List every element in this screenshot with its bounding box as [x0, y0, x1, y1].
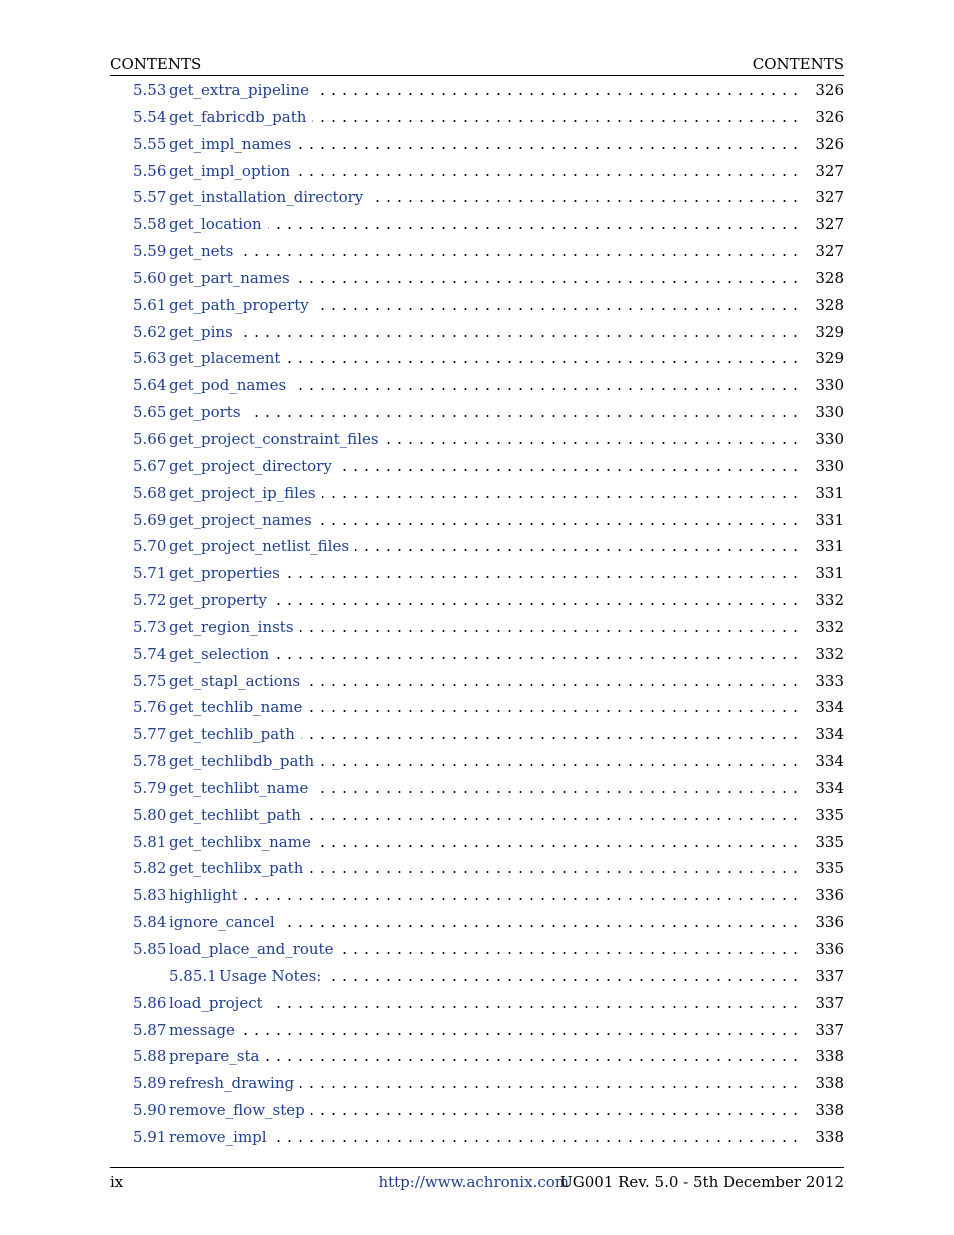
toc-dot-leader	[309, 871, 801, 873]
toc-page-number: 332	[815, 591, 844, 610]
toc-section-title[interactable]: get_location	[169, 215, 262, 234]
toc-section-title[interactable]: get_techlib_path	[169, 725, 295, 744]
toc-page-number: 334	[815, 752, 844, 771]
toc-section-number[interactable]: 5.89	[133, 1074, 167, 1093]
footer-document-info: UG001 Rev. 5.0 - 5th December 2012	[560, 1173, 844, 1191]
toc-page-number: 337	[815, 993, 844, 1012]
toc-entry[interactable]	[110, 641, 844, 668]
toc-entry[interactable]	[110, 560, 844, 587]
header-right-title: CONTENTS	[752, 55, 844, 73]
toc-entry[interactable]	[110, 158, 844, 185]
toc-section-title[interactable]: load_place_and_route	[169, 940, 334, 958]
toc-section-number[interactable]: 5.74	[133, 644, 167, 663]
toc-section-title[interactable]: get_placement	[169, 349, 281, 368]
toc-section-number[interactable]: 5.91	[133, 1127, 167, 1146]
toc-entry[interactable]	[110, 775, 844, 802]
toc-section-number[interactable]: 5.79	[133, 778, 167, 797]
toc-dot-leader	[244, 898, 801, 900]
toc-page-number: 335	[815, 805, 844, 824]
toc-dot-leader	[339, 952, 801, 954]
toc-entry[interactable]	[110, 507, 844, 534]
toc-entry[interactable]	[110, 909, 844, 936]
toc-section-number[interactable]: 5.69	[133, 510, 167, 529]
toc-page-number: 330	[815, 403, 844, 422]
header-left-title: CONTENTS	[110, 55, 202, 73]
toc-section-number[interactable]: 5.56	[133, 161, 167, 180]
toc-entry[interactable]	[110, 453, 844, 480]
toc-entry[interactable]	[110, 1097, 844, 1124]
toc-page-number: 328	[815, 295, 844, 314]
toc-entry[interactable]	[110, 184, 844, 211]
toc-section-title[interactable]: highlight	[169, 886, 238, 905]
toc-entry[interactable]	[110, 265, 844, 292]
toc-dot-leader	[273, 603, 801, 605]
toc-dot-leader	[318, 523, 801, 525]
toc-entry[interactable]	[110, 292, 844, 319]
toc-entry[interactable]	[110, 1043, 844, 1070]
toc-section-title[interactable]: get_project_constraint_files	[169, 429, 379, 448]
toc-section-number[interactable]: 5.70	[133, 537, 167, 556]
toc-section-title[interactable]: get_impl_option	[169, 161, 291, 180]
toc-section-number[interactable]: 5.71	[133, 564, 167, 583]
toc-section-title[interactable]: get_impl_names	[169, 134, 292, 153]
toc-dot-leader	[247, 415, 801, 417]
toc-section-title[interactable]: get_stapl_actions	[169, 671, 301, 690]
toc-entry[interactable]	[110, 668, 844, 695]
toc-section-number[interactable]: 5.58	[133, 215, 167, 234]
toc-dot-leader	[315, 308, 801, 310]
toc-section-number[interactable]: 5.77	[133, 725, 167, 744]
toc-section-title[interactable]: get_techlibx_name	[169, 832, 311, 851]
toc-section-number[interactable]: 5.82	[133, 859, 167, 878]
toc-page-number: 338	[815, 1127, 844, 1146]
toc-entry[interactable]	[110, 1017, 844, 1044]
toc-section-title[interactable]: remove_impl	[169, 1127, 267, 1146]
toc-section-number[interactable]: 5.64	[133, 376, 167, 395]
toc-section-number[interactable]: 5.73	[133, 617, 167, 636]
toc-entry[interactable]	[110, 614, 844, 641]
toc-dot-leader	[296, 174, 801, 176]
toc-section-title[interactable]: get_project_directory	[169, 456, 332, 475]
toc-section-number[interactable]: 5.67	[133, 456, 167, 475]
toc-dot-leader	[239, 254, 801, 256]
toc-entry[interactable]	[110, 345, 844, 372]
toc-dot-leader	[338, 469, 801, 471]
toc-page-number: 331	[815, 564, 844, 583]
toc-page-number: 334	[815, 725, 844, 744]
toc-entry[interactable]	[110, 211, 844, 238]
toc-dot-leader	[286, 576, 801, 578]
toc-dot-leader	[322, 496, 801, 498]
toc-entry[interactable]	[110, 990, 844, 1017]
toc-section-title[interactable]: load_project	[169, 993, 263, 1012]
toc-entry[interactable]	[110, 1070, 844, 1097]
toc-page-number: 334	[815, 778, 844, 797]
toc-section-title[interactable]: get_extra_pipeline	[169, 81, 309, 99]
toc-section-title[interactable]: get_properties	[169, 564, 280, 583]
toc-dot-leader	[385, 442, 801, 444]
toc-section-number[interactable]: 5.61	[133, 295, 167, 314]
toc-section-title[interactable]: get_path_property	[169, 295, 309, 314]
toc-section-title[interactable]: refresh_drawing	[169, 1074, 295, 1093]
toc-section-number[interactable]: 5.85	[133, 940, 167, 958]
toc-dot-leader	[265, 1059, 801, 1061]
toc-section-number[interactable]: 5.88	[133, 1047, 167, 1066]
toc-dot-leader	[355, 549, 801, 551]
toc-entry[interactable]	[110, 802, 844, 829]
toc-section-title[interactable]: get_techlibdb_path	[169, 752, 315, 771]
toc-section-number[interactable]: 5.53	[133, 81, 167, 99]
toc-dot-leader	[239, 335, 801, 337]
toc-dot-leader	[306, 684, 801, 686]
table-of-contents	[110, 77, 844, 1151]
toc-section-title[interactable]: get_project_names	[169, 510, 312, 529]
toc-section-title[interactable]: get_techlib_name	[169, 698, 303, 717]
toc-page-number: 326	[815, 134, 844, 153]
toc-entry[interactable]	[110, 399, 844, 426]
toc-entry[interactable]	[110, 748, 844, 775]
toc-entry[interactable]	[110, 77, 844, 104]
toc-page-number: 338	[815, 1101, 844, 1120]
toc-page-number: 333	[815, 671, 844, 690]
toc-page-number: 330	[815, 429, 844, 448]
toc-section-title[interactable]: message	[169, 1020, 235, 1039]
toc-section-title[interactable]: get_project_netlist_files	[169, 537, 350, 556]
toc-section-number[interactable]: 5.63	[133, 349, 167, 368]
toc-dot-leader	[312, 120, 801, 122]
toc-section-title[interactable]: get_techlibt_path	[169, 805, 301, 824]
toc-entry[interactable]	[110, 882, 844, 909]
toc-dot-leader	[301, 737, 801, 739]
toc-entry[interactable]	[110, 533, 844, 560]
toc-dot-leader	[369, 200, 801, 202]
toc-dot-leader	[269, 1006, 801, 1008]
toc-section-title[interactable]: prepare_sta	[169, 1047, 260, 1066]
toc-section-number[interactable]: 5.54	[133, 107, 167, 126]
toc-section-title[interactable]: remove_flow_step	[169, 1101, 305, 1120]
toc-dot-leader	[320, 764, 801, 766]
toc-page-number: 330	[815, 456, 844, 475]
toc-section-title[interactable]: get_techlibt_name	[169, 778, 309, 797]
toc-dot-leader	[241, 1033, 801, 1035]
toc-section-number[interactable]: 5.86	[133, 993, 167, 1012]
toc-page-number: 331	[815, 483, 844, 502]
toc-page-number: 336	[815, 940, 844, 958]
toc-section-title[interactable]: get_pins	[169, 322, 233, 341]
toc-dot-leader	[317, 845, 801, 847]
toc-section-title[interactable]: get_pod_names	[169, 376, 287, 395]
toc-page-number: 327	[815, 188, 844, 207]
toc-page-number: 329	[815, 322, 844, 341]
toc-dot-leader	[268, 227, 801, 229]
toc-section-title[interactable]: get_fabricdb_path	[169, 107, 307, 126]
toc-entry[interactable]	[110, 480, 844, 507]
toc-section-title[interactable]: ignore_cancel	[169, 913, 275, 932]
toc-section-title[interactable]: get_ports	[169, 403, 241, 422]
toc-section-title[interactable]: get_installation_directory	[169, 188, 364, 207]
toc-page-number: 338	[815, 1047, 844, 1066]
toc-section-number[interactable]: 5.62	[133, 322, 167, 341]
toc-dot-leader	[286, 361, 801, 363]
toc-dot-leader	[300, 1086, 801, 1088]
toc-section-title[interactable]: Usage Notes:	[219, 966, 322, 985]
toc-section-number[interactable]: 5.60	[133, 268, 167, 287]
toc-dot-leader	[281, 925, 801, 927]
toc-section-number[interactable]: 5.84	[133, 913, 167, 932]
toc-section-number[interactable]: 5.59	[133, 242, 167, 261]
toc-entry[interactable]	[110, 104, 844, 131]
toc-page-number: 332	[815, 644, 844, 663]
toc-section-title[interactable]: get_part_names	[169, 268, 290, 287]
toc-dot-leader	[308, 710, 801, 712]
toc-dot-leader	[300, 630, 801, 632]
toc-dot-leader	[314, 791, 801, 793]
toc-section-number[interactable]: 5.87	[133, 1020, 167, 1039]
toc-page-number: 326	[815, 107, 844, 126]
footer-website-link[interactable]: http://www.achronix.com	[378, 1173, 569, 1191]
toc-dot-leader	[275, 657, 801, 659]
page-footer	[110, 1172, 844, 1194]
toc-page-number: 329	[815, 349, 844, 368]
toc-dot-leader	[311, 1113, 801, 1115]
toc-entry[interactable]	[110, 963, 844, 990]
toc-section-title[interactable]: get_project_ip_files	[169, 483, 316, 502]
toc-section-number[interactable]: 5.83	[133, 886, 167, 905]
toc-page-number: 327	[815, 242, 844, 261]
toc-page-number: 327	[815, 215, 844, 234]
toc-entry[interactable]	[110, 587, 844, 614]
toc-entry[interactable]	[110, 829, 844, 856]
toc-page-number: 334	[815, 698, 844, 717]
toc-page-number: 332	[815, 617, 844, 636]
toc-page-number: 331	[815, 537, 844, 556]
toc-page-number: 337	[815, 966, 844, 985]
toc-section-title[interactable]: get_region_insts	[169, 617, 294, 636]
toc-page-number: 338	[815, 1074, 844, 1093]
toc-dot-leader	[327, 979, 801, 981]
toc-section-title[interactable]: get_selection	[169, 644, 270, 663]
toc-section-number[interactable]: 5.55	[133, 134, 167, 153]
toc-section-number[interactable]: 5.78	[133, 752, 167, 771]
toc-dot-leader	[292, 388, 801, 390]
toc-page-number: 328	[815, 268, 844, 287]
toc-section-number[interactable]: 5.76	[133, 698, 167, 717]
toc-section-number[interactable]: 5.81	[133, 832, 167, 851]
toc-entry[interactable]	[110, 855, 844, 882]
toc-page-number: 337	[815, 1020, 844, 1039]
toc-entry[interactable]	[110, 238, 844, 265]
toc-section-number[interactable]: 5.80	[133, 805, 167, 824]
toc-dot-leader	[296, 281, 801, 283]
toc-entry[interactable]	[110, 936, 844, 963]
toc-section-number[interactable]: 5.72	[133, 591, 167, 610]
toc-dot-leader	[297, 147, 801, 149]
toc-section-number[interactable]: 5.57	[133, 188, 167, 207]
toc-section-number[interactable]: 5.68	[133, 483, 167, 502]
footer-page-number: ix	[110, 1173, 124, 1191]
toc-entry[interactable]	[110, 721, 844, 748]
toc-section-title[interactable]: get_techlibx_path	[169, 859, 304, 878]
toc-page-number: 326	[815, 81, 844, 99]
toc-section-number[interactable]: 5.90	[133, 1101, 167, 1120]
toc-page-number: 336	[815, 913, 844, 932]
toc-section-number[interactable]: 5.75	[133, 671, 167, 690]
toc-page-number: 336	[815, 886, 844, 905]
page-header	[110, 53, 844, 76]
toc-entry[interactable]	[110, 131, 844, 158]
toc-entry[interactable]	[110, 426, 844, 453]
toc-entry[interactable]	[110, 319, 844, 346]
toc-dot-leader	[273, 1140, 801, 1142]
toc-page-number: 335	[815, 859, 844, 878]
toc-page-number: 335	[815, 832, 844, 851]
toc-dot-leader	[315, 93, 801, 95]
toc-section-title[interactable]: get_property	[169, 591, 267, 610]
toc-section-number[interactable]: 5.85.1	[169, 966, 217, 985]
toc-page-number: 331	[815, 510, 844, 529]
toc-section-number[interactable]: 5.66	[133, 429, 167, 448]
toc-page-number: 330	[815, 376, 844, 395]
toc-page-number: 327	[815, 161, 844, 180]
toc-section-number[interactable]: 5.65	[133, 403, 167, 422]
toc-entry[interactable]	[110, 372, 844, 399]
toc-entry[interactable]	[110, 1124, 844, 1151]
toc-dot-leader	[307, 818, 801, 820]
footer-rule	[110, 1167, 844, 1168]
toc-section-title[interactable]: get_nets	[169, 242, 234, 261]
toc-entry[interactable]	[110, 694, 844, 721]
